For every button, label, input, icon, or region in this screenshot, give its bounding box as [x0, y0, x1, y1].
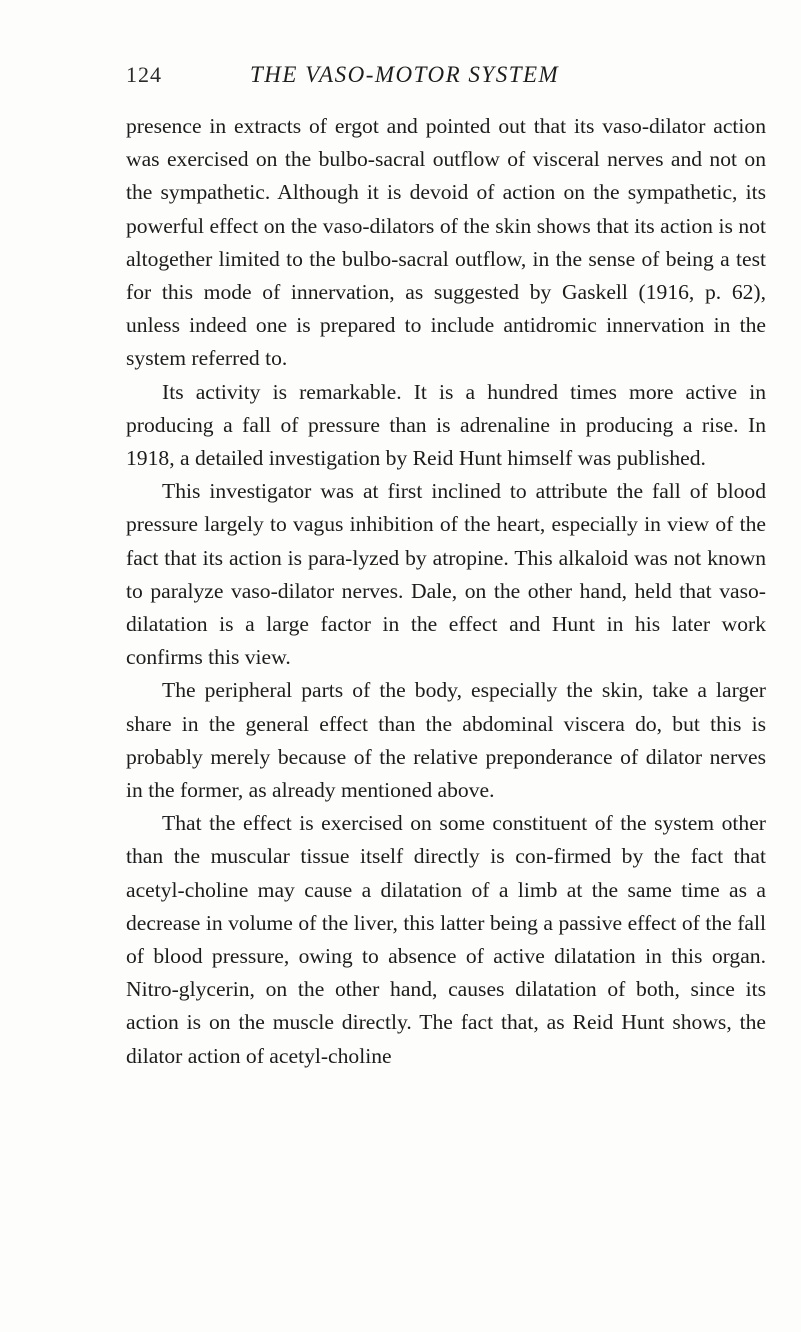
running-head: THE VASO-MOTOR SYSTEM — [250, 62, 560, 87]
paragraph: That the effect is exercised on some constituent of the system other than the muscular tissue itself directly is con-firmed by the fact that acetyl-choline may cause a dilatation of a limb at the same time as a decrease in volume of the liver, this latter being a passive effect of the fall of blood pressure, owing to absence of active dilatation in this organ. Nitro-glycerin, on the other hand, causes dilatation of both, since its action is on the muscle directly. The fact that, as Reid Hunt shows, the dilator action of acetyl-choline — [126, 811, 766, 1068]
paragraph: This investigator was at first inclined to attribute the fall of blood pressure largely to vagus inhibition of the heart, especially in view of the fact that its action is para-lyzed by atropine. This alkaloid was not known to paralyze vaso-dilator nerves. Dale, on the other hand, held that vaso-dilatation is a large factor in the effect and Hunt in his later work confirms this view. — [126, 479, 766, 670]
page-header — [126, 62, 766, 92]
paragraph: The peripheral parts of the body, especially the skin, take a larger share in the general effect than the abdominal viscera do, but this is probably merely because of the relative preponderance of dilator nerves in the former, as already mentioned above. — [126, 678, 766, 803]
body-text — [126, 110, 766, 1073]
paragraph: Its activity is remarkable. It is a hundred times more active in producing a fall of pressure than is adrenaline in producing a rise. In 1918, a detailed investigation by Reid Hunt himself was published. — [126, 379, 766, 471]
paragraph-continued: presence in extracts of ergot and pointed out that its vaso-dilator action was exercised on the bulbo-sacral outflow of visceral nerves and not on the sympathetic. Although it is devoid of action on the sympathetic, its powerful effect on the vaso-dilators of the skin shows that its action is not altogether limited to the bulbo-sacral outflow, in the sense of being a test for this mode of innervation, as suggested by Gaskell (1916, p. 62), unless indeed one is prepared to include antidromic innervation in the system referred to. — [126, 114, 766, 371]
page-number: 124 — [126, 62, 162, 87]
